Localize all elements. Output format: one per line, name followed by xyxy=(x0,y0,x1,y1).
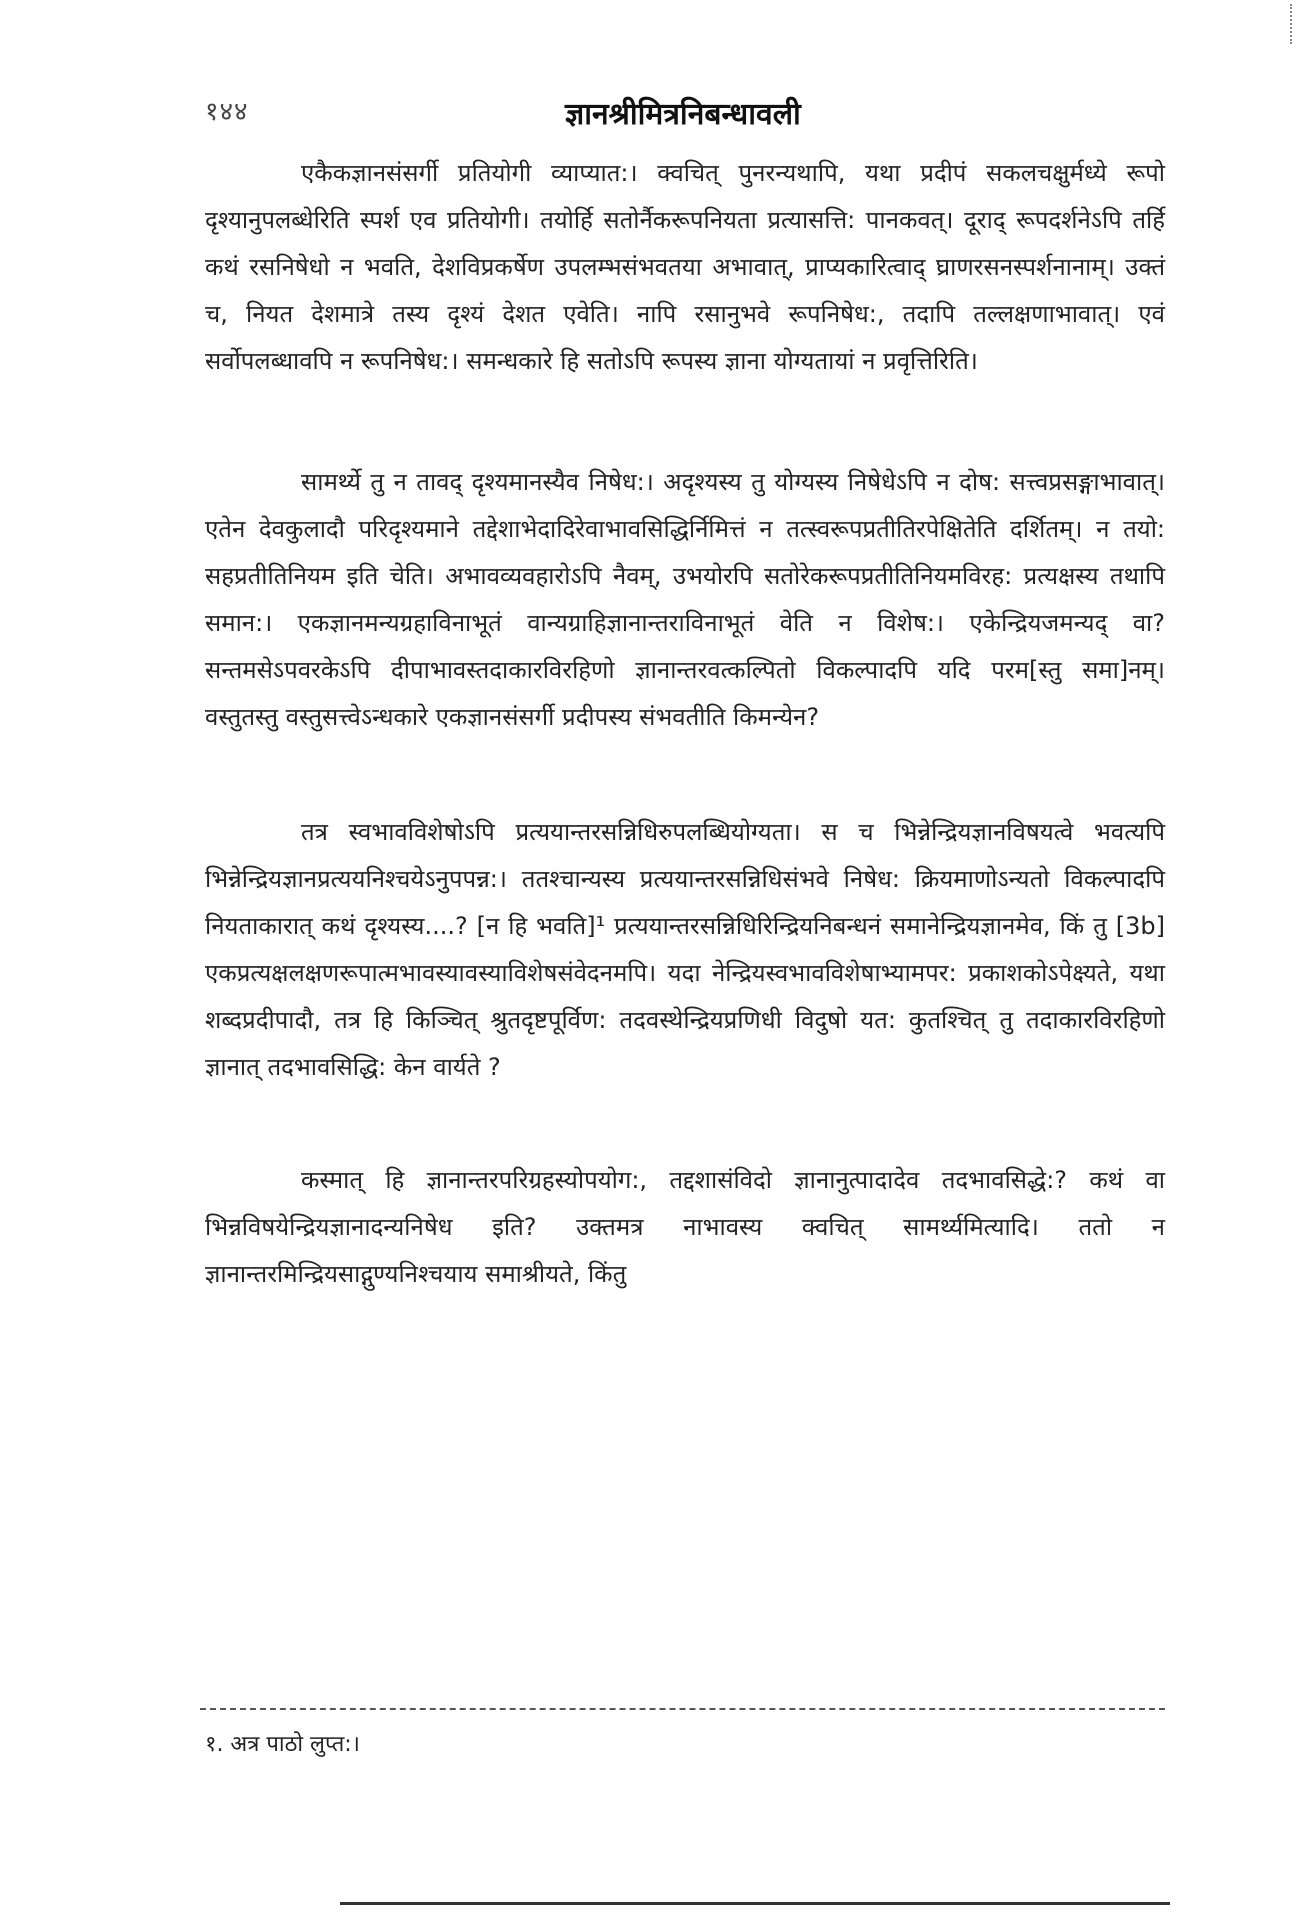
scan-edge-mark xyxy=(1284,4,1292,44)
page-number: १४४ xyxy=(205,97,249,127)
paragraph-3: तत्र स्वभावविशेषोऽपि प्रत्ययान्तरसन्निधिरुपलब्धियोग्यता। स च भिन्नेन्द्रियज्ञानविषयत्वे भवत्यपि भिन्नेन्द्रियज्ञानप्रत्ययनिश्चयेऽनुपपन्न:। ततश्चान्यस्य प्रत्ययान्तरसन्निधिसंभवे निषेध: क्रियमाणोऽन्यतो विकल्पादपि नियताकारात् कथं दृश्यस्य....? [न हि भवति]¹ प्रत्ययान्तरसन्निधिरिन्द्रियनिबन्धनं समानेन्द्रियज्ञानमेव, किं तु [3b] एकप्रत्यक्षलक्षणरूपात्मभावस्यावस्याविशेषसंवेदनमपि। यदा नेन्द्रियस्वभावविशेषाभ्यामपर: प्रकाशकोऽपेक्ष्यते, यथा शब्दप्रदीपादौ, तत्र हि किञ्चित् श्रुतदृष्टपूर्विण: तदवस्थेन्द्रियप्रणिधी विदुषो यत: कुतश्चित् तु तदाकारविरहिणो ज्ञानात् तदभावसिद्धि: केन वार्यते ? xyxy=(205,818,1165,1081)
footnote-divider xyxy=(200,1708,1165,1710)
running-title: ज्ञानश्रीमित्रनिबन्धावली xyxy=(565,97,801,132)
paragraph-1: एकैकज्ञानसंसर्गी प्रतियोगी व्याप्यात:। क्वचित् पुनरन्यथापि, यथा प्रदीपं सकलचक्षुर्मध्ये रूपो दृश्यानुपलब्धेरिति स्पर्श एव प्रतियोगी। तयोर्हि सतोर्नैकरूपनियता प्रत्यासत्ति: पानकवत्। दूराद् रूपदर्शनेऽपि तर्हि कथं रसनिषेधो न भवति, देशविप्रकर्षेण उपलम्भसंभवतया अभावात्, प्राप्यकारित्वाद् घ्राणरसनस्पर्शनानाम्। उक्तं च, नियत देशमात्रे तस्य दृश्यं देशत एवेति। नापि रसानुभवे रूपनिषेध:, तदापि तल्लक्षणाभावात्। एवं सर्वोपलब्धावपि न रूपनिषेध:। समन्धकारे हि सतोऽपि रूपस्य ज्ञाना योग्यतायां न प्रवृत्तिरिति। xyxy=(205,159,1165,375)
footnote: १. अत्र पाठो लुप्त:। xyxy=(205,1732,361,1757)
page-header xyxy=(205,92,1165,132)
paragraph-4: कस्मात् हि ज्ञानान्तरपरिग्रहस्योपयोग:, तद्दशासंविदो ज्ञानानुत्पादादेव तदभावसिद्धे:? कथं वा भिन्नविषयेन्द्रियज्ञानादन्यनिषेध इति? उक्तमत्र नाभावस्य क्वचित् सामर्थ्यमित्यादि। ततो न ज्ञानान्तरमिन्द्रियसाद्गुण्यनिश्चयाय समाश्रीयते, किंतु xyxy=(205,1166,1165,1288)
paragraph-2: सामर्थ्ये तु न तावद् दृश्यमानस्यैव निषेध:। अदृश्यस्य तु योग्यस्य निषेधेऽपि न दोष: सत्त्वप्रसङ्गाभावात्। एतेन देवकुलादौ परिदृश्यमाने तद्देशाभेदादिरेवाभावसिद्धिर्निमित्तं न तत्स्वरूपप्रतीतिरपेक्षितेति दर्शितम्। न तयो: सहप्रतीतिनियम इति चेति। अभावव्यवहारोऽपि नैवम्, उभयोरपि सतोरेकरूपप्रतीतिनियमविरह: प्रत्यक्षस्य तथापि समान:। एकज्ञानमन्यग्रहाविनाभूतं वान्यग्राहिज्ञानान्तराविनाभूतं वेति न विशेष:। एकेन्द्रियजमन्यद् वा? सन्तमसेऽपवरकेऽपि दीपाभावस्तदाकारविरहिणो ज्ञानान्तरवत्कल्पितो विकल्पादपि यदि परम[स्तु समा]नम्। वस्तुतस्तु वस्तुसत्त्वेऽन्धकारे एकज्ञानसंसर्गी प्रदीपस्य संभवतीति किमन्येन? xyxy=(205,468,1165,731)
bottom-rule xyxy=(340,1902,1170,1905)
body-text xyxy=(205,150,1165,1298)
